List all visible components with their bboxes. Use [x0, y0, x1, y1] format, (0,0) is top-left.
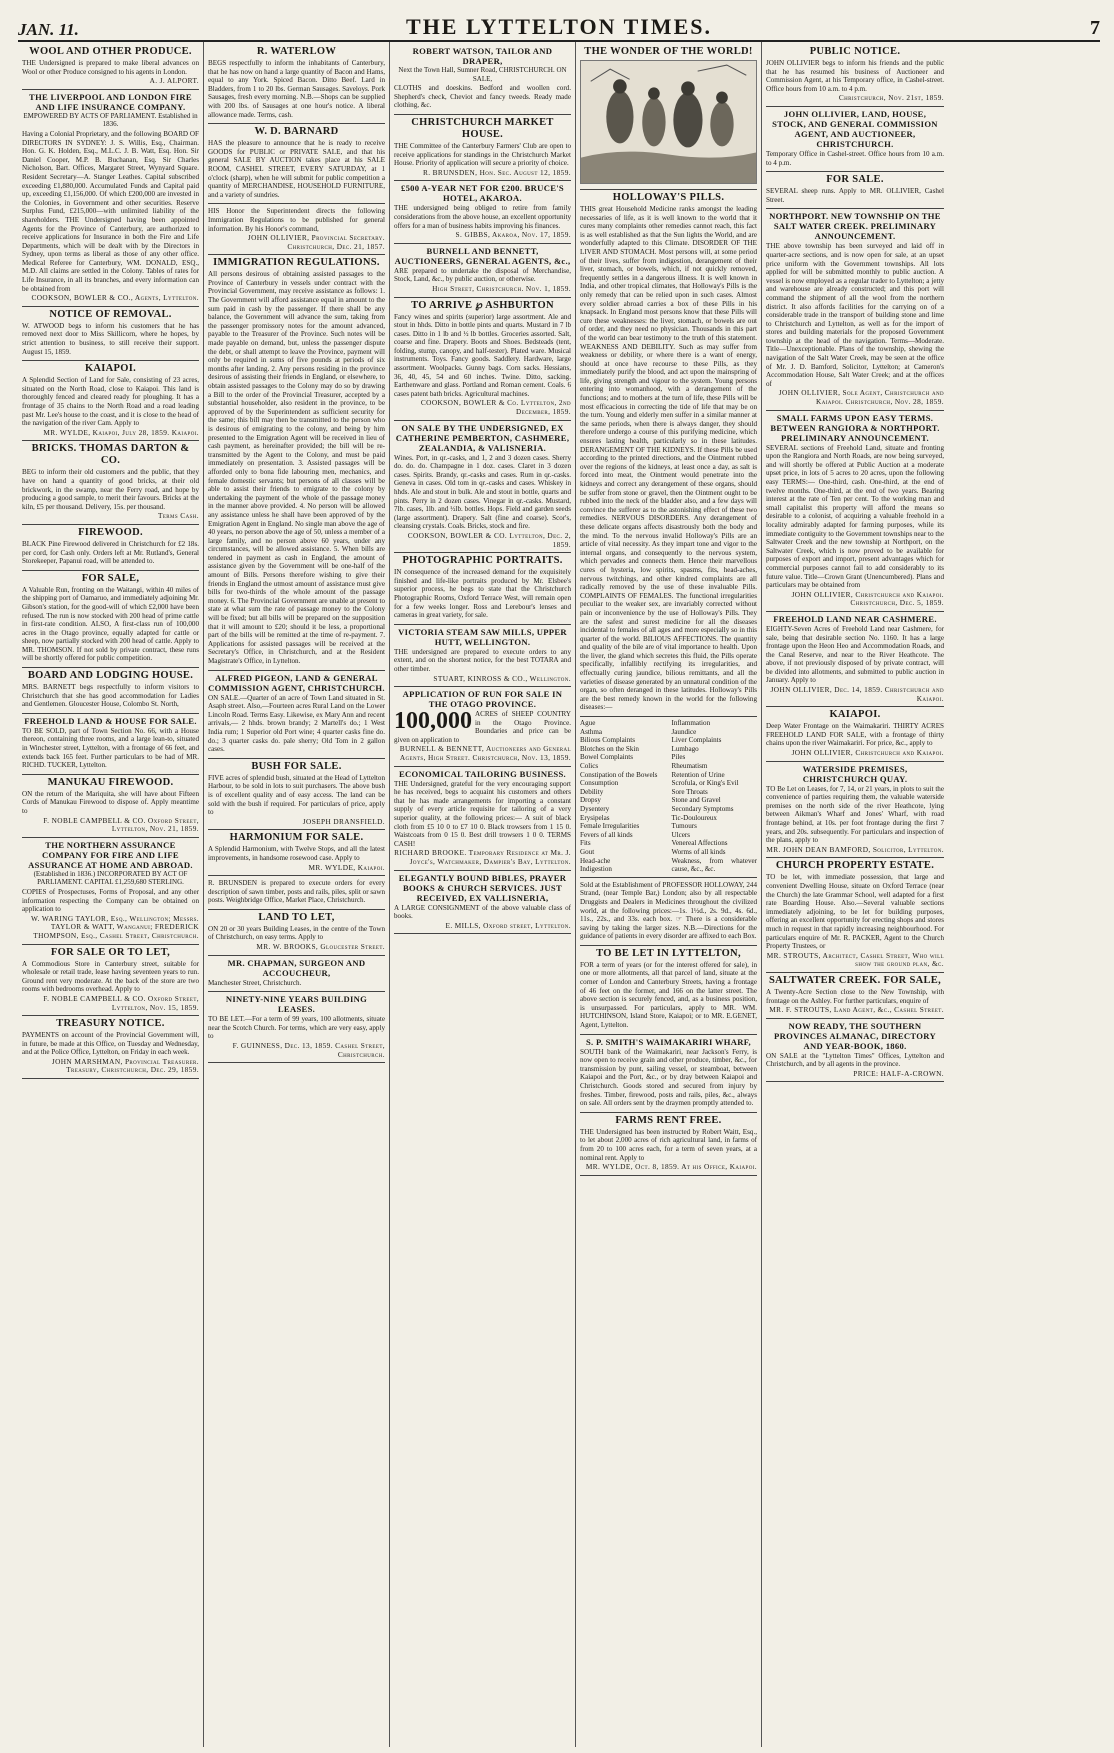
advert-body: SEVERAL sections of Freehold Land, situate and fronting upon the Rangiora and North Roads, are now being surveyed, and will shortly be offered at Public Auction at a moderate upset price, in lots of 5 acres to 20 acres, upon the following easy TERMS:— One-third, cash. One-third, at the end of twelve months. One-third, at the end of two years. Bearing interest at the rate of Ten per cent. To the working man and small capitalist this property will afford the means so desirable to a colonist, of acquiring a valuable freehold in a locality admirably adapted for farming purposes, while its immediate contiguity to the Government townships near to the Saltwater Creek and the new township at Northport, on the Saltwater Creek, which is now proved to be available for purposes of export and import, present advantages which for commercial purposes cannot fail to add considerably to its future value. Title—Crown Grant (Unencumbered). Plans and particulars may be obtained from	[766, 443, 944, 590]
col2-advert	[208, 255, 385, 670]
advert-body: THE Committee of the Canterbury Farmers' Club are open to receive applications for standings in the Christchurch Market House. Priority of application will secure a priority of choice.	[394, 141, 571, 168]
disease-item: Sore Throats	[671, 787, 708, 796]
advert-body: All persons desirous of obtaining assisted passages to the Province of Canterbury in vessels under contract with the Provincial Government, may receive assistance as follows: 1. The Government will afford assistance equal in amount to the sum paid in cash by the passenger. If there shall be any balance, the Government will advance the sum, taking from the passenger promissory notes for the amount advanced, payable to the Treasurer of the Province. Such notes will be made payable on demand, but, unless the passenger dispute the debt, or shall attempt to leave the Province, payment will only be required in sums of five pounds at periods of six months after landing. 2. Any persons residing in the province desirous of assisting their friends in England, or elsewhere, to obtain assisted passages to the Colony may do so by drawing a Bill to the order of the Provincial Treasurer, accepted by a substantial householder, also resident in the province, to be approved of by the Superintendent as sufficient security for the same; this bill may then be transmitted to the person who is desirous of emigrating to the colony, and being by him presented to the Emigration Agent will be received in lieu of cash payment, as hereinafter provided; the bill will be re-transmitted by the Agent to the Colony, and must be paid immediately on presentation. 3. Assisted passages will be afforded only to bona fide labouring men, mechanics, and female domestic servants; but persons of all classes will be able to assist their friends to emigrate to the colony by undertaking the payment of the whole of the passage money in the manner above provided. 4. No person will be allowed any assistance unless he shall have been approved of by the Emigration Agent in England. No single man above the age of 40 years, no person above the age of 50, unless a member of a large family, and no person above 60 years, under any circumstances, will be allowed assistance. 5. When bills are tendered in payment as cash in England, the amount of assistance given by the Government will be one-half of the amount of Bills. Persons therefore wishing to give their friends in England the utmost amount of assistance must give bills for two-thirds of the whole amount of the passage money. 6. The Provincial Government are unable at present to state at what sum the rate of passage money to the Colony will be fixed; but all bills will be prepared on the supposition that it will amount to £20; should it be less, a proportional part of the bills will be remitted at the time of re-payment. 7. Applications for assisted passages will be received at the Secretary's Office, in Christchurch, and at the Resident Magistrate's Office, in Lyttelton.	[208, 270, 385, 665]
disease-item: Dropsy	[580, 796, 601, 805]
col1-advert	[22, 307, 199, 361]
advert-heading: NOTICE OF REMOVAL.	[49, 308, 172, 320]
advert-body: THE Undersigned is prepared to make liberal advances on Wool or other Produce consigned to his agents in London.	[22, 59, 199, 76]
advert-heading: THE LIVERPOOL AND LONDON FIRE AND LIFE INSURANCE COMPANY.	[29, 91, 192, 112]
advert-signature: F. NOBLE CAMPBELL & CO. Oxford Street, Lyttelton, Nov. 21, 1859.	[43, 815, 199, 834]
masthead	[18, 6, 1100, 42]
advert-heading: NINETY-NINE YEARS BUILDING LEASES.	[225, 994, 368, 1015]
advert-heading: FOR SALE,	[81, 572, 140, 584]
advert-signature: PRICE: HALF-A-CROWN.	[853, 1068, 944, 1078]
advert-heading: WOOL AND OTHER PRODUCE.	[29, 46, 192, 57]
col3-advert	[394, 553, 571, 625]
advert-subheading: Next the Town Hall, Sumner Road, CHRISTCHURCH. ON SALE,	[398, 66, 567, 83]
advert-signature: Christchurch, Nov. 21st, 1859.	[838, 93, 944, 103]
advert-body: COPIES of Prospectuses, Forms of Proposal, and any other information respecting the Company can be obtained on application to	[22, 887, 199, 914]
col3-advert	[394, 244, 571, 298]
col4-advert	[580, 878, 757, 946]
advert-heading: BRICKS. THOMAS DARTON & CO.	[31, 443, 190, 467]
advert-body: TO BE SOLD, part of Town Section No. 66, with a House thereon, containing three rooms, and a large lean-to, situated in Winchester street, Lyttelton, with a frontage of 66 feet, and extends back 165 feet. Further particulars to be had of MR. RICHD. TUCKER, Lyttelton.	[22, 726, 199, 770]
advert-signature: RICHARD BROOKE. Temporary Residence at Mr. J. Joyce's, Watchmaker, Dampier's Bay, Lyttelton.	[394, 848, 571, 866]
advert-heading: THE WONDER OF THE WORLD!	[584, 46, 753, 57]
advert-heading: BUSH FOR SALE.	[251, 760, 342, 772]
advert-heading: IMMIGRATION REGULATIONS.	[213, 257, 380, 269]
disease-list-right	[672, 719, 758, 874]
disease-item: Blotches on the Skin	[580, 744, 639, 753]
col3-advert	[394, 871, 571, 935]
advert-body: ON the return of the Mariquita, she will have about Fifteen Cords of Manukau Firewood to dispose of. Apply meantime to	[22, 789, 199, 815]
advert-signature: F. GUINNESS, Dec. 13, 1859. Cashel Street, Christchurch.	[232, 1041, 385, 1059]
disease-item: Constipation of the Bowels	[580, 770, 658, 779]
advert-signature: COOKSON, BOWLER & CO., Agents, Lyttelton.	[31, 293, 199, 303]
advert-body: Having a Colonial Proprietary, and the following BOARD OF DIRECTORS IN SYDNEY: J. S. Willis, Esq., Chairman. Hon. G. K. Holden, Esq., M.L.C. J. B. Watt, Esq. Hon. Sir Daniel Cooper, M.P. B. Buchanan, Esq. Sir Charles Nicholson, Bart. Offices, Margaret Street, Wynyard Square. Resident Secretary—A. Stanger Leathes. Capital subscribed exceeding £1,880,000. Accumulated Funds and Capital paid up, exceeding £1,156,000. Of which £200,000 are invested in the Colonies, in Government and other securities. Reserve Surplus Fund, £215,000—with unlimited liability of the shareholders. THE Undersigned having been appointed Agents for the Province of Canterbury, are authorized to receive applications for Insurance in both the Fire and Life Departments, which will be dealt with by the Directors in Sydney, upon terms as liberal as those of any other office. Medical Referee for Canterbury, WM. DONALD, ESQ., M.D. All claims are settled in the Colony. Tables of rates for Life Insurance, in all its branches, and every information can be obtained from	[22, 129, 199, 293]
advert-body: FIVE acres of splendid bush, situated at the Head of Lyttelton Harbour, to be sold in lots to suit purchasers. The above bush is of excellent quality and of easy access. The land can be sold with the bush if required. For particulars of price, apply to	[208, 773, 385, 817]
col3-advert	[394, 298, 571, 421]
advert-body: PAYMENTS on account of the Provincial Government will, in future, be made at this Office, on Tuesday and Wednesday, and at the Police Office, Lyttelton, on Friday in each week.	[22, 1031, 199, 1057]
advert-signature: MR. WYLDE, Kaiapoi, July 28, 1859. Kaiapoi.	[43, 427, 199, 437]
advert-heading: BOARD AND LODGING HOUSE.	[27, 670, 194, 682]
col1-advert	[22, 1016, 199, 1079]
advert-body: A Splendid Harmonium, with Twelve Stops, and all the latest improvements, in handsome rosewood case. Apply to	[208, 845, 385, 862]
col4-advert	[580, 190, 757, 717]
disease-item: Head-ache	[580, 856, 611, 865]
col1-advert	[22, 714, 199, 775]
col3-advert	[394, 767, 571, 871]
disease-item: Venereal Affections	[671, 839, 728, 848]
advert-body: W. ATWOOD begs to inform his customers that he has removed next door to Miss Skillicorn, where he hopes, by strict attention to business, to still receive their support. August 15, 1859.	[22, 321, 199, 356]
advert-heading: HARMONIUM FOR SALE.	[229, 832, 364, 844]
col2-advert	[208, 956, 385, 993]
advert-heading: NOW READY, THE SOUTHERN PROVINCES ALMANAC, DIRECTORY AND YEAR-BOOK, 1860.	[774, 1020, 936, 1051]
col2-advert	[208, 759, 385, 831]
disease-item: Female Irregularities	[580, 822, 640, 831]
advert-heading: WATERSIDE PREMISES, CHRISTCHURCH QUAY.	[802, 763, 908, 784]
advert-body: A Valuable Run, fronting on the Waitangi, within 40 miles of the shipping port of Oamaruo, and immediately adjoining Mr. Gibson's station, for the good-will of which £2,000 have been refused. The run is now stocked with 200 head of prime cattle in first-rate condition. ALSO, A first-class run of 100,000 acres in the Otago province, equally adapted for cattle or sheep, now partially stocked with 200 head of cattle. Apply to MR. THOMSON. If not sold by private contract, these runs will be shortly offered for public competition.	[22, 585, 199, 663]
holloway-illustration	[580, 60, 757, 184]
col1-advert	[22, 668, 199, 714]
advert-heading: £500 A-YEAR NET FOR £200. BRUCE'S HOTEL, AKAROA.	[400, 183, 564, 204]
advert-large-number: 100,000	[394, 708, 472, 735]
advert-body: A Commodious Store in Canterbury street, suitable for wholesale or retail trade, lease having seventeen years to run. Ground rent very moderate. At the back of the store are two rooms with bedrooms overhead. Apply to	[22, 959, 199, 994]
advert-body: Sold at the Establishment of PROFESSOR HOLLOWAY, 244 Strand, (near Temple Bar,) London; also by all respectable Druggists and Dealers in Medicines throughout the civilized world, at the following prices:—1s. 1½d., 2s. 9d., 4s. 6d., 11s., 22s., and 33s. each box. ☞ There is a considerable saving by taking the larger sizes. N.B.—Directions for the guidance of patients in every disorder are affixed to each Box.	[580, 880, 757, 941]
disease-item: Indigestion	[580, 865, 612, 874]
columns	[18, 42, 1100, 1747]
advert-body: A LARGE CONSIGNMENT of the above valuable class of books.	[394, 903, 571, 921]
advert-body: THE undersigned are prepared to execute orders to any extent, and on the shortest notice, for the best TOTARA and other timber.	[394, 647, 571, 673]
advert-body: MRS. BARNETT begs respectfully to inform visitors to Christchurch that she has good accommodation for Ladies and Gentlemen. Gloucester House, Colombo St. North,	[22, 683, 199, 709]
col5-advert	[766, 411, 944, 612]
disease-item: Rheumatism	[671, 762, 708, 770]
advert-signature: JOHN MARSHMAN, Provincial Treasurer. Treasury, Christchurch, Dec. 29, 1859.	[51, 1056, 199, 1075]
advert-body: THIS great Household Medicine ranks amongst the leading necessaries of life, as it is well known to the world that it cures many complaints other remedies cannot reach, this fact is as well established as that the Sun lights the World, and are wonderfully adapted to this Climate. DISORDER OF THE LIVER AND STOMACH. Most persons will, at some period of their lives, suffer from indigestion, derangement of their liver, stomach, or bowels, which, if not quickly removed, frequently settles in a dangerous illness. It is well known in India, and other tropical climates, that Holloway's Pills is the only remedy that can be relied upon in such cases. Almost every soldier abroad carries a box of these Pills in his knapsack. In England most persons know that these Pills will cure these weaknesses: the liver, stomach, or bowels are out of order, and they need no physician. Thousands in this part of the world can bear testimony to the truth of this statement. WEAKNESS AND DEBILITY. Such as may suffer from weakness or debility, or where there is a want of energy, should at once have recourse to these Pills, as they immediately purify the blood, and act upon the mainspring of life, giving strength and vigour to the system. Young persons entering into womanhood, with a derangement of the functions; and to mothers at the turn of life, these Pills will be most efficacious in correcting the tide of life that may be on the turn. Young and elderly men suffer in a similar manner at the same periods, when there is always danger, they should therefore undergo a course of this purifying medicine, which ensures lasting health, particularly so in these latitudes. DERANGEMENT OF THE KIDNEYS. If these Pills be used according to the printed directions, and the Ointment rubbed over the regions of the kidneys, at least once a day, as salt is forced into meat, the Ointment would penetrate into the kidneys and correct any derangement of these organs, should be suffer from stone or gravel, then the Ointment ought to be rubbed into the neck of the bladder also, and a few days will convince the sufferer as to the astonishing effect of these two remedies. NERVOUS DISORDERS. Any derangement of these delicate organs affects disastrously both the body and the mind. To the nervous invalid Holloway's Pills are an article of vital necessity. As they impart tone and vigor to the internal organs, and consequently to the nervous system, which pervades and connects them. Hence their marvellous cures of hysteria, low spirits, spasms, fits, head-aches, nervous twitchings, and other kindred complaints are all radically removed by the use of these invaluable Pills. COMPLAINTS OF FEMALES. The functional irregularities peculiar to the weaker sex, are invariably corrected without pain or inconvenience by the use of Holloway's Pills. They are the safest and surest medicine for all the diseases incidental to females of all ages and more especially so in this quarter of the world. BILIOUS AFFECTIONS. The quantity and quality of the bile are of vital importance to health. Upon the liver, the gland which secretes this fluid, the Pills operate specifically, infallibly rectifying its irregularities, and effectually curing jaundice, bilious remittants, and all the varieties of disease generated by an unnatural condition of the organ, so often deranged in these latitudes. Holloway's Pills are the best remedy known in the world for the following diseases:—	[580, 205, 757, 712]
col5-advert	[766, 44, 944, 107]
col1-advert	[22, 945, 199, 1017]
advert-body: ON 20 or 30 years Building Leases, in the centre of the Town of Christchurch, on easy terms. Apply to	[208, 924, 385, 942]
disease-item: Tic-Douloureux	[671, 813, 717, 822]
advert-body: CLOTHS and doeskins. Bedford and woollen cord. Shepherd's check, Cheviot and fancy tweeds. Ready made clothing, &c.	[394, 84, 571, 110]
advert-body: SOUTH bank of the Waimakariri, near Jackson's Ferry, is now open to receive grain and other produce, timber, &c., for transmission by punt, sailing vessel, or steamboat, between Kaiapoi and the Port, &c., or by dray between Kaiapoi and Christchurch. Goods stored and secured from injury by freshes. Timber, firewood, posts and rails, piles, &c., always on sale. All orders sent by the draymen promptly attended to.	[580, 1047, 757, 1108]
advert-heading: LAND TO LET,	[258, 911, 335, 923]
col4-advert	[580, 44, 757, 190]
advert-heading: ON SALE BY THE UNDERSIGNED, EX CATHERINE PEMBERTON, CASHMERE, ZEALANDIA, & VALISNERIA.	[395, 422, 570, 453]
advert-heading: ELEGANTLY BOUND BIBLES, PRAYER BOOKS & CHURCH SERVICES. JUST RECEIVED, EX VALLISNERIA,	[398, 872, 567, 903]
advert-heading: TO BE LET IN LYTTELTON,	[596, 947, 741, 959]
advert-body: FOR a term of years (or for the interest offered for sale), in one or more allotments, all that parcel of land, situate at the corner of London and Canterbury Streets, having a frontage of 46 feet on the former, and 166 on the latter street. The above section is securely fenced, and, as a business position, is unsurpassed. For particulars, apply to MR. WM. HUTCHINSON, Island Store, Kaiapoi; or to MR. E.GENET, Agent, Lyttelton.	[580, 960, 757, 1030]
advert-signature: COOKSON, BOWLER & CO. Lyttelton, Dec. 2, 1859.	[407, 530, 571, 549]
disease-item: Asthma	[580, 727, 603, 736]
disease-item: Gout	[580, 847, 595, 856]
disease-item: Lumbago	[671, 744, 699, 753]
advert-heading: PHOTOGRAPHIC PORTRAITS.	[402, 555, 563, 567]
advert-heading: KAIAPOI.	[829, 709, 881, 721]
advert-body: ACRES of SHEEP COUNTRY in the Otago Province. Boundaries and price can be given on application to	[394, 710, 571, 744]
disease-item: Scrofula, or King's Evil	[671, 779, 739, 788]
disease-item: Stone and Gravel	[671, 796, 721, 805]
col1-advert	[22, 441, 199, 525]
advert-body: TO Be Let on Leases, for 7, 14, or 21 years, in plots to suit the convenience of parties requiring them, the valuable waterside premises on the north side of the river Heathcote, lying between Aikman's Wharf and Jones' Wharf, with road frontage behind, at 10s. per foot frontage during the first 7 years, and 20s. subsequently. For particulars and inspection of the plans, apply to	[766, 784, 944, 845]
advert-signature: JOSEPH DRANSFIELD.	[302, 816, 385, 826]
col5-advert	[766, 858, 944, 973]
advert-heading: FREEHOLD LAND NEAR CASHMERE.	[773, 613, 937, 624]
advert-heading: ECONOMICAL TAILORING BUSINESS.	[399, 768, 566, 779]
advert-heading: APPLICATION OF RUN FOR SALE IN THE OTAGO PROVINCE.	[402, 689, 563, 710]
advert-signature: MR. STROUTS, Architect, Cashel Street, Who will show the ground plan, &c.	[766, 950, 944, 969]
disease-list	[580, 719, 757, 874]
col3-advert	[394, 625, 571, 687]
col3-advert	[394, 44, 571, 115]
advert-heading: FARMS RENT FREE.	[615, 1114, 722, 1126]
col1-advert	[22, 361, 199, 441]
disease-item: Tumours	[671, 822, 697, 831]
advert-signature: JOHN OLLIVIER, Christchurch and Kaiapoi.	[791, 748, 944, 758]
col2-advert	[208, 830, 385, 876]
col5-advert	[766, 612, 944, 707]
disease-item: Worms of all kinds	[671, 847, 726, 856]
col3-advert	[394, 421, 571, 554]
advert-body: TO be let, with immediate possession, that large and convenient Dwelling House, situate on Oxford Terrace (near the Church) the late Grammar School, well adapted for a first rate Boarding House. Also.—Several valuable sections immediately adjoining, to be let for building purposes, offering an excellent opportunity for erecting shops and stores much in request in that rapidly increasing neighbourhood. For particulars enquire of Mr. R. PACKER, Agent to the Church Property Trustees, or	[766, 873, 944, 951]
advert-subheading: EMPOWERED BY ACTS OF PARLIAMENT. Established in 1836.	[23, 111, 198, 129]
column-3	[390, 42, 576, 1747]
advert-signature: MR. WYLDE, Kaiapoi.	[308, 862, 385, 872]
advert-heading: FOR SALE OR TO LET,	[50, 946, 171, 958]
advert-heading: W. D. BARNARD	[254, 126, 339, 138]
disease-item: Bowel Complaints	[580, 753, 634, 762]
advert-heading: ALFRED PIGEON, LAND & GENERAL COMMISSION AGENT, CHRISTCHURCH.	[208, 672, 385, 693]
advert-signature: Terms Cash.	[158, 511, 199, 521]
advert-body: R. BRUNSDEN is prepared to execute orders for every description of sawn timber, posts and rails, piles, split or sawn posts. Weighbridge Office, Market Place, Christchurch.	[208, 879, 385, 905]
advert-heading: MR. CHAPMAN, SURGEON AND ACCOUCHEUR,	[227, 957, 366, 978]
issue-date: JAN. 11.	[18, 20, 79, 39]
advert-body: Temporary Office in Cashel-street. Office hours from 10 a.m. to 4 p.m.	[766, 149, 944, 167]
col3-advert	[394, 687, 571, 767]
disease-item: Fevers of all kinds	[580, 830, 633, 839]
advert-body: Manchester Street, Christchurch.	[208, 978, 302, 987]
advert-signature: BURNELL & BENNETT, Auctioneers and General Agents, High Street. Christchurch, Nov. 13, 1859.	[399, 744, 571, 763]
advert-signature: F. NOBLE CAMPBELL & CO. Oxford Street, Lyttelton, Nov. 15, 1859.	[43, 993, 199, 1012]
advert-body: Fancy wines and spirits (superior) large assortment. Ale and stout in hhds. Ditto in bottle pints and quarts. Mustard in 7 lb cases. Ditto in 1 lb and ½ lb bottles. Groceries assorted. Salt, coarse and fine. Drapery. Boots and Shoes. Bedsteads (tent, folding, stump, canopy, and half-tester). Plated ware. Musical instruments. Toys. Fancy goods. Saddlery. Hardware, large assortment. Woolpacks. Gunny bags. Corn sacks. Hessians, 36, 40, 45, 54 and 60 inches. Twine. Ditto, sacking. Earthenware and glass. Portland and Roman cement. Coals. 6 cases patent bath bricks. Agricultural machines.	[394, 312, 571, 398]
col3-advert	[394, 181, 571, 243]
advert-heading: HOLLOWAY'S PILLS.	[612, 192, 725, 203]
advert-heading: SMALL FARMS UPON EASY TERMS. BETWEEN RANGIORA & NORTHPORT. PRELIMINARY ANNOUNCEMENT.	[770, 412, 940, 443]
advert-body: EIGHTY-Seven Acres of Freehold Land near Cashmere, for sale, being that desirable section No. 1160. It has a large frontage upon the Heon Heo and Accommodation Roads, and the Canal Reserve, and near to the River Heathcote. The above, if not previously disposed of by private contract, will be divided into allotments, and submitted to public auction in January. Apply to	[766, 624, 944, 685]
column-1	[18, 42, 204, 1747]
disease-item: Secondary Symptoms	[671, 804, 734, 813]
disease-item: Colics	[580, 762, 599, 770]
page-number: 7	[1090, 17, 1100, 39]
disease-item: Liver Complaints	[671, 736, 722, 745]
advert-subheading: (Established in 1836.) INCORPORATED BY ACT OF PARLIAMENT. CAPITAL £1,259,680 STERLING.	[33, 869, 188, 887]
newspaper-title: THE LYTTELTON TIMES.	[406, 14, 712, 39]
advert-signature: E. MILLS, Oxford street, Lyttelton.	[445, 920, 571, 930]
advert-body: A Splendid Section of Land for Sale, consisting of 23 acres, situated on the North Road, close to Kaiapoi. This land is thoroughly fenced and cleared ready for ploughing. It has a frontage of 35 chains to the North Road and a road leading past Mr. Lee's house to the coast, and it is close to the head of the navigation of the river Cam. Apply to	[22, 376, 199, 428]
advert-body: ON SALE at the "Lyttelton Times" Offices, Lyttelton and Christchurch, and by all agents in the province.	[766, 1051, 944, 1069]
advert-body: TO BE LET.—For a term of 99 years, 100 allotments, situate near the Scotch Church. For terms, which are very easy, apply to	[208, 1015, 385, 1041]
advert-signature: MR. W. BROOKS, Gloucester Street.	[256, 942, 385, 952]
col4-advert	[580, 1113, 757, 1176]
advert-body: BLACK Pine Firewood delivered in Christchurch for £2 18s. per cord, for Cash only. Orders left at Mr. Rutland's, General Storekeeper, Papanui road, will be attended to.	[22, 539, 199, 566]
advert-heading: FREEHOLD LAND & HOUSE FOR SALE.	[24, 715, 197, 726]
col5-advert	[766, 707, 944, 761]
col4-advert	[580, 717, 757, 878]
col2-advert	[208, 992, 385, 1063]
advert-body: THE Undersigned, grateful for the very encouraging support he has received, begs to acquaint his customers and others that he has made arrangements for importing a constant supply of every article requisite for tailoring of a very superior quality, at the following prices:— A suit of black cloth from £5 10 0 to £7 10 0. Black trowsers from 1 15 0. Waistcoats from 0 15 0. Best drill trowsers 1 0 0. TERMS CASH!	[394, 779, 571, 848]
advert-body: IN consequence of the increased demand for the exquisitely finished and life-like portraits produced by Mr. Elsbee's superior process, he begs to state that the Christchurch Photographic Rooms, Oxford Terrace West, will remain open for a few weeks longer. Ross and Lerebour's lenses and cameras in great variety, for sale.	[394, 568, 571, 620]
advert-heading: PUBLIC NOTICE.	[809, 46, 901, 57]
advert-signature: High Street, Christchurch. Nov. 1, 1859.	[432, 283, 571, 293]
col5-advert	[766, 1019, 944, 1083]
col2-advert	[208, 124, 385, 204]
advert-signature: JOHN OLLIVIER, Dec. 14, 1859. Christchurch and Kaiapoi.	[770, 685, 944, 703]
advert-heading: CHRISTCHURCH MARKET HOUSE.	[411, 116, 554, 140]
advert-signature: MR. JOHN DEAN BAMFORD, Solicitor, Lyttelton.	[766, 844, 944, 854]
disease-item: Piles	[671, 753, 686, 762]
advert-heading: FIREWOOD.	[78, 526, 143, 538]
col4-advert	[580, 946, 757, 1035]
col5-advert	[766, 107, 944, 172]
disease-item: Ulcers	[671, 830, 691, 839]
column-5	[762, 42, 948, 1747]
advert-signature: MR. F. STROUTS, Land Agent, &c., Cashel Street.	[769, 1005, 944, 1015]
col1-advert	[22, 838, 199, 945]
col2-advert	[208, 204, 385, 255]
advert-signature: W. WARING TAYLOR, Esq., Wellington; Messrs. TAYLOR & WATT, Wanganui; FREDERICK THOMPSON, Esq., Cashel Street, Christchurch.	[30, 913, 199, 940]
col5-advert	[766, 172, 944, 209]
advert-heading: S. P. SMITH'S WAIMAKARIRI WHARF,	[585, 1036, 752, 1047]
advert-heading: ROBERT WATSON, TAILOR AND DRAPER,	[412, 46, 553, 66]
disease-item: Fits	[580, 839, 591, 848]
disease-item: Dysentery	[580, 804, 610, 813]
advert-heading: JOHN OLLIVIER, LAND, HOUSE, STOCK, AND GENERAL COMMISSION AGENT, AND AUCTIONEER, CHRISTCHURCH.	[772, 108, 938, 149]
advert-body: A Twenty-Acre Section close to the New Township, with frontage on the Ashley. For further particulars, enquire of	[766, 987, 944, 1005]
disease-list-left	[580, 719, 666, 874]
column-2	[204, 42, 390, 1747]
advert-signature: JOHN OLLIVIER, Sole Agent, Christchurch and Kaiapoi. Christchurch, Nov. 28, 1859.	[778, 388, 944, 407]
disease-item: Debility	[580, 787, 604, 796]
disease-item: Consumption	[580, 779, 619, 788]
col2-advert	[208, 44, 385, 124]
advert-heading: TREASURY NOTICE.	[56, 1018, 165, 1030]
col1-advert	[22, 44, 199, 90]
col1-advert	[22, 571, 199, 668]
advert-signature: JOHN OLLIVIER, Provincial Secretary. Christchurch, Dec. 21, 1857.	[247, 233, 385, 251]
disease-item: Erysipelas	[580, 813, 610, 822]
col3-advert	[394, 115, 571, 181]
advert-body: Wines. Port, in qr.-casks, and 1, 2 and 3 dozen cases. Sherry do. do. do. Champagne in 1 doz. cases. Claret in 3 dozen cases. Spirits. Brandy, qr.-casks and cases. Rum in qr.-casks. Geneva in cases. Old tom in qr.-casks and cases. Whiskey in hhds. Ale and stout in bulk. Ale and stout in bottle, quarts and pints. Perry in 2 dozen cases. Vinegar in qr.-casks. Mustard, 7lb. cases, 1lb. and ½lb. bottles. Hops. Field and garden seeds (large assortment). Drapery. Salt (fine and coarse). Scor's, cleansing crystals. Coals. Bricks, stock and fire.	[394, 453, 571, 531]
col5-advert	[766, 973, 944, 1019]
advert-body: BEG to inform their old customers and the public, that they have on hand a quantity of good bricks, at their old brickwork, in the swamp, near the Ferry road, and hope by producing a good sample, to merit their favours. Bricks at the kiln, £5 per thousand. Delivery, 15s. per thousand.	[22, 468, 199, 511]
advert-heading: KAIAPOI.	[84, 363, 137, 375]
col2-advert	[208, 910, 385, 956]
disease-item: Weakness, from whatever cause, &c., &c.	[671, 856, 757, 874]
advert-signature: COOKSON, BOWLER & Co. Lyttelton, 2nd December, 1859.	[420, 398, 571, 417]
advert-body: THE Undersigned has been instructed by Robert Waitt, Esq., to let about 2,000 acres of rich agricultural land, in farms of from 20 to 100 acres each, for a term of seven years, at a nominal rent. Apply to	[580, 1127, 757, 1162]
advert-heading: TO ARRIVE ℘ ASHBURTON	[411, 299, 554, 311]
advert-heading: VICTORIA STEAM SAW MILLS, UPPER HUTT, WELLINGTON.	[398, 626, 567, 647]
column-4	[576, 42, 762, 1747]
advert-signature: JOHN OLLIVIER, Christchurch and Kaiapoi. Christchurch, Dec. 5, 1859.	[791, 589, 944, 608]
advert-signature: R. BRUNSDEN, Hon. Sec. August 12, 1859.	[422, 167, 571, 177]
advert-body: THE undersigned being obliged to retire from family considerations from the above house, an excellent opportunity offers for a man of business habits improving his finances.	[394, 204, 571, 230]
advert-body: HIS Honor the Superintendent directs the following Immigration Regulations to be published for general information. By his Honor's command,	[208, 207, 385, 233]
advert-signature: MR. WYLDE, Oct. 8, 1859. At his Office, Kaiapoi.	[585, 1162, 757, 1172]
advert-body: THE above township has been surveyed and laid off in quarter-acre sections, and is now open for sale, at an upset price uniform with the Government townships. All lots applied for will be submitted monthly to public auction. A vessel is now employed as a regular trader to Lyttelton; a jetty and warehouse are already constructed; and this port will command the shipment of all the wool from the northern district. It also affords facilities for the carrying on of a considerable trade in the transport of building stone and lime to Christchurch and Lyttelton, as well as for the import of stores and building materials for the proposed Government township at the head of the navigation. Terms—Moderate. Title—Unexceptionable. Plans of the township, shewing the navigation of the Salt Water Creek, may be seen at the office of Mr. J. D. Bamford, Solicitor, Lyttelton; at Cameron's Accommodation House, Salt Water Creek; and at the offices of	[766, 242, 944, 388]
advert-body: ARE prepared to undertake the disposal of Merchandise, Stock, Land, &c., by public auction, or otherwise.	[394, 266, 571, 284]
col2-advert	[208, 671, 385, 759]
col5-advert	[766, 762, 944, 859]
advert-heading: NORTHPORT. NEW TOWNSHIP ON THE SALT WATER CREEK. PRELIMINARY ANNOUNCEMENT.	[769, 211, 941, 242]
advert-body: ON SALE.—Quarter of an acre of Town Land situated in St. Asaph street. Also,—Fourteen acres Rural Land on the Lower Lincoln Road. Terms Easy. Likewise, ex Mary Ann and recent arrivals,— 2 hhds. brown brandy; 2 Martell's do.; 1 West India rum; 1 Superior old Port wine; 4 quarter casks fine do. do.; 3 quarter casks do. pale sherry; Old Tom in 2 gallon cases.	[208, 693, 385, 754]
col2-advert	[208, 876, 385, 910]
disease-item: Bilious Complaints	[580, 736, 635, 745]
advert-signature: A. J. ALPORT.	[149, 76, 199, 86]
col1-advert	[22, 775, 199, 838]
advert-heading: BURNELL AND BENNETT, AUCTIONEERS, GENERAL AGENTS, &c.,	[394, 245, 571, 266]
disease-item: Inflammation	[671, 719, 711, 728]
advert-heading: MANUKAU FIREWOOD.	[47, 776, 174, 788]
advert-body: HAS the pleasure to announce that he is ready to receive GOODS for PUBLIC or PRIVATE SALE, and that his general SALE BY AUCTION takes place at his SALE ROOM, CASHEL STREET, EVERY SATURDAY, at 1 o'clock (sharp), when he will submit for public competition a quantity of MERCHANDISE, HOUSEHOLD FURNITURE, and a variety of sundries.	[208, 139, 385, 199]
advert-signature: S. GIBBS, Akaroa, Nov. 17, 1859.	[455, 230, 571, 240]
advert-heading: FOR SALE.	[826, 174, 884, 186]
col1-advert	[22, 525, 199, 571]
col1-advert	[22, 90, 199, 307]
advert-heading: CHURCH PROPERTY ESTATE.	[775, 860, 935, 872]
advert-heading: THE NORTHERN ASSURANCE COMPANY FOR FIRE AND LIFE ASSURANCE AT HOME AND ABROAD.	[28, 839, 193, 870]
disease-item: Retention of Urine	[671, 770, 725, 779]
advert-signature: STUART, KINROSS & CO., Wellington.	[433, 673, 571, 683]
advert-heading: R. WATERLOW	[256, 46, 337, 57]
disease-item: Ague	[580, 719, 596, 728]
advert-body: Deep Water Frontage on the Waimakariri. THIRTY ACRES FREEHOLD LAND FOR SALE, with a frontage of thirty chains upon the river Waimakariri. For price, &c., apply to	[766, 722, 944, 748]
advert-body: BEGS respectfully to inform the inhabitants of Canterbury, that he has now on hand a large quantity of Bacon and Hams, equal to any York. Spiced Bacon. Ditto Beef. Lard in Bladders, from 1 to 20 lbs. German Sausages. Saveloys. Pork Sausages, fresh every morning. N.B.—Shops can be supplied with 200 lbs. of Sausages at one hour's notice. A liberal allowance made. Terms, cash.	[208, 59, 385, 119]
advert-heading: SALTWATER CREEK. FOR SALE,	[768, 974, 942, 986]
col4-advert	[580, 1035, 757, 1113]
advert-body: JOHN OLLIVIER begs to inform his friends and the public that he has resumed his business of Auctioneer and Commission Agent, at his Temporary office, in Cashel-street. Office hours from 10 a.m. to 4 p.m.	[766, 59, 944, 93]
advert-body: SEVERAL sheep runs. Apply to MR. OLLIVIER, Cashel Street.	[766, 187, 944, 204]
col5-advert	[766, 209, 944, 410]
disease-item: Jaundice	[671, 727, 697, 736]
